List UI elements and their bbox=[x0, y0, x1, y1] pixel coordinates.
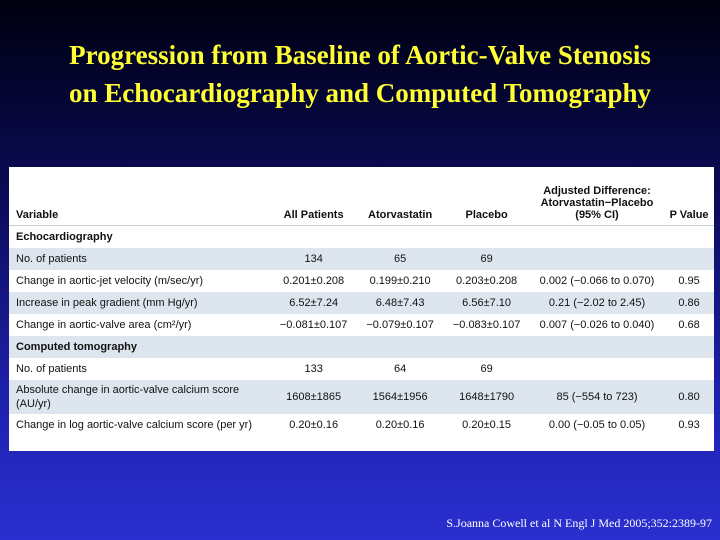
table-row bbox=[9, 414, 714, 436]
cell-difference: 0.002 (−0.066 to 0.070) bbox=[530, 270, 664, 292]
table-row bbox=[9, 358, 714, 380]
cell-placebo: 6.56±7.10 bbox=[443, 292, 529, 314]
cell-all-patients: 0.20±0.16 bbox=[270, 414, 356, 436]
table-row bbox=[9, 270, 714, 292]
header-variable: Variable bbox=[9, 167, 270, 226]
cell-atorvastatin: 64 bbox=[357, 358, 443, 380]
header-placebo: Placebo bbox=[443, 167, 529, 226]
cell-all-patients: 134 bbox=[270, 248, 356, 270]
section-label: Echocardiography bbox=[9, 226, 714, 249]
slide-title bbox=[0, 36, 720, 112]
cell-atorvastatin: 6.48±7.43 bbox=[357, 292, 443, 314]
cell-variable: Change in aortic-jet velocity (m/sec/yr) bbox=[9, 270, 270, 292]
table-row bbox=[9, 248, 714, 270]
cell-difference: 0.21 (−2.02 to 2.45) bbox=[530, 292, 664, 314]
table-row bbox=[9, 292, 714, 314]
cell-atorvastatin: 65 bbox=[357, 248, 443, 270]
cell-variable: Absolute change in aortic-valve calcium score (AU/yr) bbox=[9, 380, 270, 414]
section-row-echocardiography bbox=[9, 226, 714, 249]
citation: S.Joanna Cowell et al N Engl J Med 2005;352:2389-97 bbox=[446, 516, 712, 530]
results-table bbox=[9, 167, 714, 436]
cell-p-value: 0.80 bbox=[664, 380, 714, 414]
cell-placebo: 1648±1790 bbox=[443, 380, 529, 414]
slide-title-line-2: on Echocardiography and Computed Tomography bbox=[68, 78, 652, 108]
header-p-value: P Value bbox=[664, 167, 714, 226]
cell-p-value bbox=[664, 248, 714, 270]
header-all-patients: All Patients bbox=[270, 167, 356, 226]
cell-atorvastatin: 1564±1956 bbox=[357, 380, 443, 414]
cell-difference: 0.00 (−0.05 to 0.05) bbox=[530, 414, 664, 436]
cell-placebo: 0.203±0.208 bbox=[443, 270, 529, 292]
table-row bbox=[9, 314, 714, 336]
table-header-row bbox=[9, 167, 714, 226]
cell-difference bbox=[530, 358, 664, 380]
table-row bbox=[9, 380, 714, 414]
cell-placebo: 0.20±0.15 bbox=[443, 414, 529, 436]
section-label: Computed tomography bbox=[9, 336, 714, 358]
cell-p-value: 0.68 bbox=[664, 314, 714, 336]
cell-all-patients: 0.201±0.208 bbox=[270, 270, 356, 292]
cell-all-patients: 1608±1865 bbox=[270, 380, 356, 414]
cell-difference: 0.007 (−0.026 to 0.040) bbox=[530, 314, 664, 336]
cell-p-value: 0.86 bbox=[664, 292, 714, 314]
section-row-computed-tomography bbox=[9, 336, 714, 358]
cell-placebo: 69 bbox=[443, 358, 529, 380]
cell-variable: No. of patients bbox=[9, 248, 270, 270]
results-table-panel bbox=[9, 167, 714, 451]
slide-title-line-1: Progression from Baseline of Aortic-Valve Stenosis bbox=[69, 40, 651, 70]
cell-p-value: 0.95 bbox=[664, 270, 714, 292]
cell-atorvastatin: 0.20±0.16 bbox=[357, 414, 443, 436]
cell-all-patients: −0.081±0.107 bbox=[270, 314, 356, 336]
cell-variable: Change in aortic-valve area (cm²/yr) bbox=[9, 314, 270, 336]
cell-atorvastatin: −0.079±0.107 bbox=[357, 314, 443, 336]
cell-difference bbox=[530, 248, 664, 270]
cell-difference: 85 (−554 to 723) bbox=[530, 380, 664, 414]
header-atorvastatin: Atorvastatin bbox=[357, 167, 443, 226]
cell-placebo: −0.083±0.107 bbox=[443, 314, 529, 336]
header-adjusted-difference: Adjusted Difference: Atorvastatin−Placebo (95% CI) bbox=[530, 167, 664, 226]
cell-p-value: 0.93 bbox=[664, 414, 714, 436]
cell-variable: No. of patients bbox=[9, 358, 270, 380]
cell-placebo: 69 bbox=[443, 248, 529, 270]
cell-all-patients: 6.52±7.24 bbox=[270, 292, 356, 314]
cell-variable: Increase in peak gradient (mm Hg/yr) bbox=[9, 292, 270, 314]
cell-p-value bbox=[664, 358, 714, 380]
cell-atorvastatin: 0.199±0.210 bbox=[357, 270, 443, 292]
cell-variable: Change in log aortic-valve calcium score (per yr) bbox=[9, 414, 270, 436]
cell-all-patients: 133 bbox=[270, 358, 356, 380]
